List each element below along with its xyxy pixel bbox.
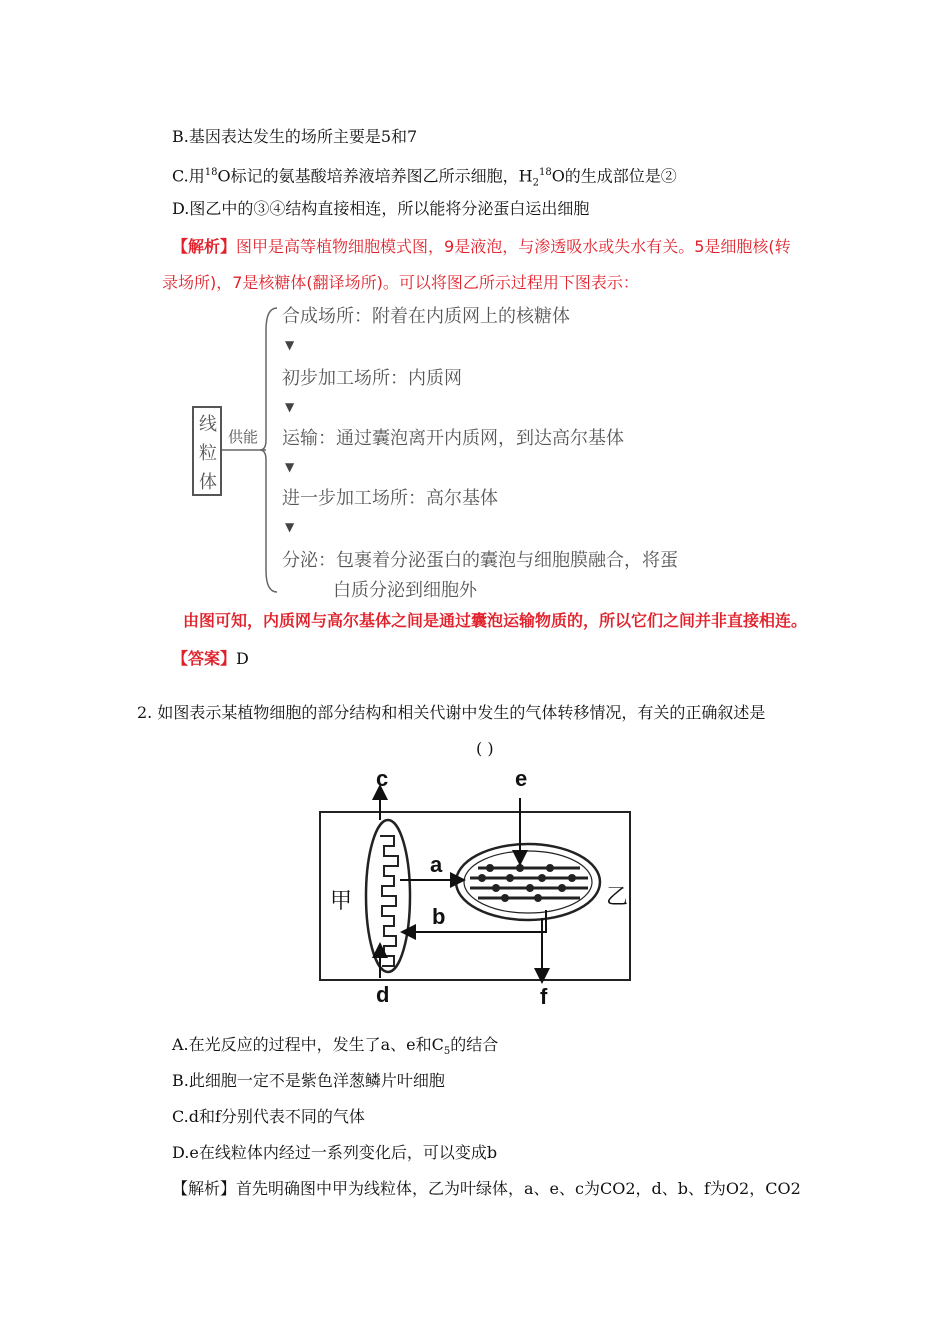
q2-stem: 2. 如图表示某植物细胞的部分结构和相关代谢中发生的气体转移情况，有关的正确叙述是	[137, 703, 766, 722]
q1-answer-tag: 【答案】	[172, 649, 237, 668]
q1-option-c	[172, 162, 677, 195]
down-arrow-icon-1: ▼	[285, 338, 295, 352]
label-f: f	[540, 984, 548, 1009]
q1-option-c-part1: C.用	[172, 166, 205, 186]
q1-option-c-part3: O的生成部位是②	[551, 166, 677, 186]
label-jia: 甲	[330, 889, 353, 914]
q2-parenthesis: ( )	[476, 739, 494, 758]
q1-option-b: B.基因表达发生的场所主要是5和7	[172, 127, 418, 146]
q1-option-c-sup: 18	[204, 167, 218, 178]
q1-answer-value: D	[236, 649, 249, 668]
q1-analysis-line2: 录场所)，7是核糖体(翻译场所)。可以将图乙所示过程用下图表示：	[162, 273, 639, 292]
flow-step-5-cont: 白质分泌到细胞外	[333, 580, 477, 601]
mitochondria-box	[192, 406, 222, 496]
q2-option-a-part2: 的结合	[450, 1035, 499, 1054]
organelle-drawing	[310, 770, 640, 1010]
q2-analysis-text: 首先明确图中甲为线粒体，乙为叶绿体，a、e、c为CO2，d、b、f为O2，CO2	[236, 1179, 801, 1198]
label-d: d	[376, 982, 390, 1007]
q1-analysis-tag: 【解析】	[172, 237, 237, 256]
label-b: b	[432, 904, 446, 929]
q2-option-c: C.d和f分别代表不同的气体	[172, 1107, 365, 1126]
q2-analysis	[172, 1178, 801, 1200]
q1-option-c-sup2: 18	[538, 167, 552, 178]
down-arrow-icon-2: ▼	[285, 400, 295, 414]
label-a: a	[430, 852, 443, 877]
q1-option-c-sub: 2	[532, 177, 539, 189]
q2-option-d: D.e在线粒体内经过一系列变化后，可以变成b	[172, 1143, 498, 1162]
flow-step-2: 初步加工场所：内质网	[282, 368, 462, 389]
label-yi: 乙	[606, 885, 629, 910]
down-arrow-icon-4: ▼	[285, 520, 295, 534]
supply-energy-label: 供能	[228, 428, 259, 446]
q2-analysis-tag: 【解析】	[172, 1179, 237, 1198]
q1-conclusion: 由图可知，内质网与高尔基体之间是通过囊泡运输物质的，所以它们之间并非直接相连。	[183, 611, 808, 630]
label-c: c	[376, 766, 389, 791]
flow-step-4: 进一步加工场所：高尔基体	[282, 488, 498, 509]
q2-option-a-part1: A.在光反应的过程中，发生了a、e和C	[172, 1035, 444, 1054]
q1-analysis-line1	[172, 236, 791, 258]
q1-answer	[172, 648, 249, 670]
q2-option-b: B.此细胞一定不是紫色洋葱鳞片叶细胞	[172, 1071, 445, 1090]
flow-step-1: 合成场所：附着在内质网上的核糖体	[282, 306, 570, 327]
flow-step-3: 运输：通过囊泡离开内质网，到达高尔基体	[282, 428, 624, 449]
box-char-1: 线	[199, 414, 217, 435]
q2-option-a	[172, 1034, 498, 1063]
flow-brace	[222, 300, 282, 600]
down-arrow-icon-3: ▼	[285, 460, 295, 474]
q1-analysis-text1: 图甲是高等植物细胞模式图，9是液泡，与渗透吸水或失水有关。5是细胞核(转	[236, 237, 791, 256]
box-char-2: 粒	[199, 443, 217, 464]
q2-option-a-sub: 5	[443, 1046, 451, 1058]
q1-option-c-part2: O标记的氨基酸培养液培养图乙所示细胞，H	[217, 166, 533, 186]
flow-step-5: 分泌：包裹着分泌蛋白的囊泡与细胞膜融合，将蛋	[282, 550, 678, 571]
q1-option-d: D.图乙中的③④结构直接相连，所以能将分泌蛋白运出细胞	[172, 199, 590, 218]
box-char-3: 体	[199, 472, 217, 493]
label-e: e	[515, 766, 528, 791]
